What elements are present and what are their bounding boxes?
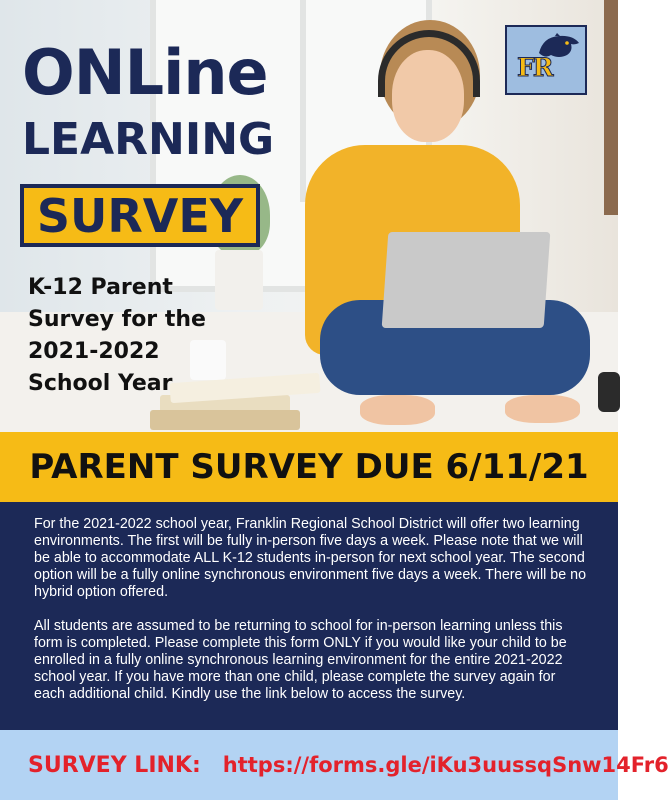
title-survey: SURVEY	[36, 188, 244, 243]
subtitle	[28, 272, 248, 400]
info-paragraph: For the 2021-2022 school year, Franklin Regional School District will offer two learning environments. The first will be fully in-person five days a week. Please note that we will be able to accommodate ALL K-12 students in-person for next school year. The second option will be a fully online synchronous environment five days a week. There will be no hybrid option offered.	[34, 516, 587, 600]
info-paragraph: All students are assumed to be returning to school for in-person learning unless this form is completed. Please complete this form ONLY if you would like your child to be enrolled in a fully online synchronous learning environment for the entire 2021-2022 school year. If you have more than one child, please complete the survey again for each additional child. Kindly use the link below to access the survey.	[34, 618, 567, 702]
subtitle-line: K-12 Parent	[28, 275, 173, 300]
title-online: ONLine	[22, 36, 268, 109]
foot	[505, 395, 580, 423]
info-body	[0, 502, 618, 730]
subtitle-line: School Year	[28, 371, 173, 396]
survey-link-label: SURVEY LINK:	[28, 752, 201, 778]
book	[150, 410, 300, 430]
subtitle-line: 2021-2022	[28, 339, 160, 364]
school-logo	[505, 25, 587, 95]
due-date-text: PARENT SURVEY DUE 6/11/21	[29, 447, 589, 487]
title-survey-box	[20, 184, 260, 247]
mug	[598, 372, 620, 412]
survey-link-bar	[0, 730, 669, 800]
survey-link[interactable]: https://forms.gle/iKu3uussqSnw14Fr6	[222, 753, 669, 777]
foot	[360, 395, 435, 425]
title-learning: LEARNING	[22, 114, 275, 165]
due-banner	[0, 432, 618, 502]
subtitle-line: Survey for the	[28, 307, 206, 332]
wall-frame	[604, 0, 618, 215]
laptop	[382, 232, 551, 328]
logo-text: FR	[517, 53, 552, 82]
